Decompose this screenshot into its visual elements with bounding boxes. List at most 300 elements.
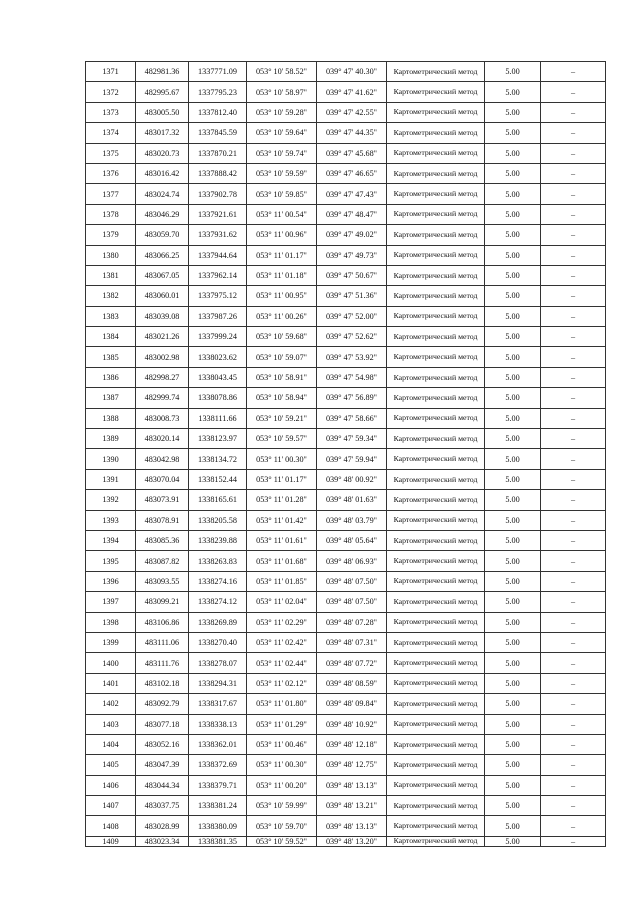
description-cell: – [541,530,606,550]
longitude-cell: 039° 47' 47.43" [317,184,387,204]
x-coordinate-cell: 483016.42 [136,163,189,183]
y-coordinate-cell: 1338043.45 [189,367,247,387]
y-coordinate-cell: 1338152.44 [189,469,247,489]
accuracy-cell: 5.00 [485,265,541,285]
y-coordinate-cell: 1338239.88 [189,530,247,550]
method-cell: Картометрический метод [387,510,485,530]
latitude-cell: 053° 10' 59.59" [247,163,317,183]
longitude-cell: 039° 48' 13.13" [317,775,387,795]
latitude-cell: 053° 11' 00.54" [247,204,317,224]
method-cell: Картометрический метод [387,102,485,122]
description-cell: – [541,429,606,449]
accuracy-cell: 5.00 [485,408,541,428]
table-row [86,632,606,652]
description-cell: – [541,694,606,714]
description-cell: – [541,510,606,530]
table-row [86,755,606,775]
accuracy-cell: 5.00 [485,327,541,347]
longitude-cell: 039° 47' 53.92" [317,347,387,367]
table-row [86,530,606,550]
description-cell: – [541,755,606,775]
longitude-cell: 039° 47' 45.68" [317,143,387,163]
y-coordinate-cell: 1337931.62 [189,225,247,245]
method-cell: Картометрический метод [387,306,485,326]
method-cell: Картометрический метод [387,327,485,347]
y-coordinate-cell: 1337771.09 [189,62,247,82]
y-coordinate-cell: 1337975.12 [189,286,247,306]
accuracy-cell: 5.00 [485,796,541,816]
description-cell: – [541,225,606,245]
point-number-cell: 1393 [86,510,136,530]
accuracy-cell: 5.00 [485,123,541,143]
description-cell: – [541,286,606,306]
point-number-cell: 1379 [86,225,136,245]
point-number-cell: 1392 [86,490,136,510]
method-cell: Картометрический метод [387,571,485,591]
table-row [86,286,606,306]
description-cell: – [541,347,606,367]
latitude-cell: 053° 11' 01.18" [247,265,317,285]
table-row [86,102,606,122]
description-cell: – [541,367,606,387]
table-row [86,571,606,591]
longitude-cell: 039° 48' 06.93" [317,551,387,571]
description-cell: – [541,388,606,408]
x-coordinate-cell: 483020.14 [136,429,189,449]
table-row [86,204,606,224]
x-coordinate-cell: 483067.05 [136,265,189,285]
y-coordinate-cell: 1338023.62 [189,347,247,367]
point-number-cell: 1380 [86,245,136,265]
x-coordinate-cell: 483085.36 [136,530,189,550]
y-coordinate-cell: 1338338.13 [189,714,247,734]
longitude-cell: 039° 47' 59.34" [317,429,387,449]
description-cell: – [541,592,606,612]
method-cell: Картометрический метод [387,286,485,306]
longitude-cell: 039° 47' 41.62" [317,82,387,102]
latitude-cell: 053° 10' 59.64" [247,123,317,143]
latitude-cell: 053° 11' 02.04" [247,592,317,612]
y-coordinate-cell: 1337999.24 [189,327,247,347]
point-number-cell: 1387 [86,388,136,408]
longitude-cell: 039° 48' 01.63" [317,490,387,510]
latitude-cell: 053° 10' 59.74" [247,143,317,163]
y-coordinate-cell: 1337812.40 [189,102,247,122]
description-cell: – [541,551,606,571]
latitude-cell: 053° 11' 01.29" [247,714,317,734]
table-row [86,714,606,734]
y-coordinate-cell: 1338380.09 [189,816,247,836]
description-cell: – [541,204,606,224]
method-cell: Картометрический метод [387,62,485,82]
x-coordinate-cell: 483106.86 [136,612,189,632]
x-coordinate-cell: 483102.18 [136,673,189,693]
accuracy-cell: 5.00 [485,571,541,591]
method-cell: Картометрический метод [387,551,485,571]
method-cell: Картометрический метод [387,530,485,550]
point-number-cell: 1375 [86,143,136,163]
accuracy-cell: 5.00 [485,204,541,224]
y-coordinate-cell: 1338269.89 [189,612,247,632]
longitude-cell: 039° 47' 50.67" [317,265,387,285]
x-coordinate-cell: 482999.74 [136,388,189,408]
x-coordinate-cell: 483092.79 [136,694,189,714]
method-cell: Картометрический метод [387,612,485,632]
latitude-cell: 053° 10' 59.52" [247,836,317,846]
y-coordinate-cell: 1338381.35 [189,836,247,846]
method-cell: Картометрический метод [387,123,485,143]
latitude-cell: 053° 11' 00.26" [247,306,317,326]
accuracy-cell: 5.00 [485,775,541,795]
longitude-cell: 039° 47' 52.62" [317,327,387,347]
point-number-cell: 1398 [86,612,136,632]
x-coordinate-cell: 483024.74 [136,184,189,204]
latitude-cell: 053° 10' 59.85" [247,184,317,204]
method-cell: Картометрический метод [387,469,485,489]
latitude-cell: 053° 10' 59.57" [247,429,317,449]
point-number-cell: 1374 [86,123,136,143]
point-number-cell: 1382 [86,286,136,306]
longitude-cell: 039° 47' 44.35" [317,123,387,143]
accuracy-cell: 5.00 [485,836,541,846]
longitude-cell: 039° 48' 07.28" [317,612,387,632]
accuracy-cell: 5.00 [485,632,541,652]
table-row [86,265,606,285]
longitude-cell: 039° 47' 52.00" [317,306,387,326]
longitude-cell: 039° 48' 09.84" [317,694,387,714]
x-coordinate-cell: 482998.27 [136,367,189,387]
method-cell: Картометрический метод [387,163,485,183]
latitude-cell: 053° 11' 02.42" [247,632,317,652]
latitude-cell: 053° 11' 02.12" [247,673,317,693]
method-cell: Картометрический метод [387,408,485,428]
x-coordinate-cell: 483060.01 [136,286,189,306]
description-cell: – [541,102,606,122]
method-cell: Картометрический метод [387,367,485,387]
point-number-cell: 1384 [86,327,136,347]
longitude-cell: 039° 48' 07.31" [317,632,387,652]
y-coordinate-cell: 1338205.58 [189,510,247,530]
longitude-cell: 039° 47' 51.36" [317,286,387,306]
point-number-cell: 1394 [86,530,136,550]
longitude-cell: 039° 48' 08.59" [317,673,387,693]
accuracy-cell: 5.00 [485,143,541,163]
y-coordinate-cell: 1338294.31 [189,673,247,693]
x-coordinate-cell: 483066.25 [136,245,189,265]
method-cell: Картометрический метод [387,490,485,510]
description-cell: – [541,245,606,265]
table-row [86,469,606,489]
x-coordinate-cell: 483073.91 [136,490,189,510]
x-coordinate-cell: 483099.21 [136,592,189,612]
point-number-cell: 1391 [86,469,136,489]
table-row [86,592,606,612]
y-coordinate-cell: 1338111.66 [189,408,247,428]
y-coordinate-cell: 1337987.26 [189,306,247,326]
description-cell: – [541,673,606,693]
accuracy-cell: 5.00 [485,530,541,550]
description-cell: – [541,490,606,510]
x-coordinate-cell: 482995.67 [136,82,189,102]
description-cell: – [541,632,606,652]
accuracy-cell: 5.00 [485,225,541,245]
latitude-cell: 053° 11' 00.30" [247,449,317,469]
longitude-cell: 039° 47' 58.66" [317,408,387,428]
longitude-cell: 039° 48' 13.21" [317,796,387,816]
latitude-cell: 053° 11' 01.85" [247,571,317,591]
latitude-cell: 053° 11' 00.95" [247,286,317,306]
y-coordinate-cell: 1337845.59 [189,123,247,143]
method-cell: Картометрический метод [387,796,485,816]
table-row [86,551,606,571]
y-coordinate-cell: 1337962.14 [189,265,247,285]
method-cell: Картометрический метод [387,347,485,367]
point-number-cell: 1397 [86,592,136,612]
latitude-cell: 053° 10' 58.52" [247,62,317,82]
table-row [86,449,606,469]
longitude-cell: 039° 47' 54.98" [317,367,387,387]
method-cell: Картометрический метод [387,204,485,224]
longitude-cell: 039° 48' 13.13" [317,816,387,836]
longitude-cell: 039° 47' 49.02" [317,225,387,245]
table-row [86,388,606,408]
longitude-cell: 039° 47' 48.47" [317,204,387,224]
method-cell: Картометрический метод [387,225,485,245]
accuracy-cell: 5.00 [485,102,541,122]
description-cell: – [541,82,606,102]
latitude-cell: 053° 10' 58.91" [247,367,317,387]
x-coordinate-cell: 483037.75 [136,796,189,816]
latitude-cell: 053° 11' 01.80" [247,694,317,714]
longitude-cell: 039° 47' 56.89" [317,388,387,408]
x-coordinate-cell: 483008.73 [136,408,189,428]
accuracy-cell: 5.00 [485,286,541,306]
latitude-cell: 053° 10' 59.68" [247,327,317,347]
x-coordinate-cell: 483059.70 [136,225,189,245]
method-cell: Картометрический метод [387,653,485,673]
accuracy-cell: 5.00 [485,694,541,714]
table-row [86,367,606,387]
table-row [86,694,606,714]
point-number-cell: 1406 [86,775,136,795]
method-cell: Картометрический метод [387,82,485,102]
longitude-cell: 039° 47' 46.65" [317,163,387,183]
accuracy-cell: 5.00 [485,429,541,449]
latitude-cell: 053° 10' 59.99" [247,796,317,816]
description-cell: – [541,796,606,816]
longitude-cell: 039° 48' 12.75" [317,755,387,775]
point-number-cell: 1385 [86,347,136,367]
y-coordinate-cell: 1338379.71 [189,775,247,795]
accuracy-cell: 5.00 [485,592,541,612]
accuracy-cell: 5.00 [485,449,541,469]
x-coordinate-cell: 483052.16 [136,734,189,754]
method-cell: Картометрический метод [387,632,485,652]
coordinates-table-body [86,62,606,847]
point-number-cell: 1371 [86,62,136,82]
description-cell: – [541,408,606,428]
method-cell: Картометрический метод [387,714,485,734]
accuracy-cell: 5.00 [485,551,541,571]
x-coordinate-cell: 483077.18 [136,714,189,734]
table-row [86,734,606,754]
accuracy-cell: 5.00 [485,490,541,510]
longitude-cell: 039° 48' 07.50" [317,571,387,591]
longitude-cell: 039° 47' 40.30" [317,62,387,82]
accuracy-cell: 5.00 [485,62,541,82]
description-cell: – [541,612,606,632]
table-row [86,836,606,846]
description-cell: – [541,836,606,846]
description-cell: – [541,163,606,183]
table-row [86,612,606,632]
point-number-cell: 1405 [86,755,136,775]
method-cell: Картометрический метод [387,755,485,775]
table-row [86,123,606,143]
x-coordinate-cell: 483078.91 [136,510,189,530]
x-coordinate-cell: 483046.29 [136,204,189,224]
point-number-cell: 1400 [86,653,136,673]
x-coordinate-cell: 483093.55 [136,571,189,591]
latitude-cell: 053° 11' 01.17" [247,245,317,265]
table-row [86,143,606,163]
point-number-cell: 1409 [86,836,136,846]
x-coordinate-cell: 483111.06 [136,632,189,652]
longitude-cell: 039° 48' 07.50" [317,592,387,612]
description-cell: – [541,306,606,326]
description-cell: – [541,571,606,591]
point-number-cell: 1388 [86,408,136,428]
x-coordinate-cell: 483042.98 [136,449,189,469]
latitude-cell: 053° 11' 01.17" [247,469,317,489]
accuracy-cell: 5.00 [485,347,541,367]
point-number-cell: 1401 [86,673,136,693]
longitude-cell: 039° 48' 12.18" [317,734,387,754]
accuracy-cell: 5.00 [485,510,541,530]
longitude-cell: 039° 48' 05.64" [317,530,387,550]
method-cell: Картометрический метод [387,592,485,612]
accuracy-cell: 5.00 [485,469,541,489]
point-number-cell: 1373 [86,102,136,122]
latitude-cell: 053° 10' 59.21" [247,408,317,428]
accuracy-cell: 5.00 [485,816,541,836]
latitude-cell: 053° 10' 58.94" [247,388,317,408]
description-cell: – [541,714,606,734]
x-coordinate-cell: 483087.82 [136,551,189,571]
description-cell: – [541,816,606,836]
accuracy-cell: 5.00 [485,245,541,265]
coordinates-document-page [85,61,605,847]
latitude-cell: 053° 10' 59.70" [247,816,317,836]
latitude-cell: 053° 11' 00.96" [247,225,317,245]
x-coordinate-cell: 483002.98 [136,347,189,367]
accuracy-cell: 5.00 [485,755,541,775]
latitude-cell: 053° 10' 59.07" [247,347,317,367]
x-coordinate-cell: 483005.50 [136,102,189,122]
latitude-cell: 053° 11' 01.42" [247,510,317,530]
y-coordinate-cell: 1338381.24 [189,796,247,816]
description-cell: – [541,734,606,754]
x-coordinate-cell: 483017.32 [136,123,189,143]
latitude-cell: 053° 11' 00.30" [247,755,317,775]
latitude-cell: 053° 10' 58.97" [247,82,317,102]
x-coordinate-cell: 483111.76 [136,653,189,673]
longitude-cell: 039° 48' 10.92" [317,714,387,734]
point-number-cell: 1395 [86,551,136,571]
table-row [86,429,606,449]
table-row [86,408,606,428]
table-row [86,306,606,326]
table-row [86,82,606,102]
method-cell: Картометрический метод [387,449,485,469]
accuracy-cell: 5.00 [485,734,541,754]
table-row [86,184,606,204]
y-coordinate-cell: 1338165.61 [189,490,247,510]
point-number-cell: 1408 [86,816,136,836]
description-cell: – [541,469,606,489]
point-number-cell: 1403 [86,714,136,734]
longitude-cell: 039° 48' 07.72" [317,653,387,673]
point-number-cell: 1376 [86,163,136,183]
y-coordinate-cell: 1338134.72 [189,449,247,469]
x-coordinate-cell: 483070.04 [136,469,189,489]
method-cell: Картометрический метод [387,836,485,846]
point-number-cell: 1381 [86,265,136,285]
y-coordinate-cell: 1338078.86 [189,388,247,408]
coordinates-table [85,61,606,847]
latitude-cell: 053° 11' 01.61" [247,530,317,550]
longitude-cell: 039° 48' 00.92" [317,469,387,489]
accuracy-cell: 5.00 [485,612,541,632]
x-coordinate-cell: 483039.08 [136,306,189,326]
method-cell: Картометрический метод [387,734,485,754]
latitude-cell: 053° 11' 00.20" [247,775,317,795]
point-number-cell: 1386 [86,367,136,387]
method-cell: Картометрический метод [387,694,485,714]
table-row [86,673,606,693]
table-row [86,62,606,82]
table-row [86,490,606,510]
latitude-cell: 053° 10' 59.28" [247,102,317,122]
point-number-cell: 1389 [86,429,136,449]
accuracy-cell: 5.00 [485,306,541,326]
description-cell: – [541,123,606,143]
y-coordinate-cell: 1338372.69 [189,755,247,775]
point-number-cell: 1404 [86,734,136,754]
point-number-cell: 1396 [86,571,136,591]
method-cell: Картометрический метод [387,388,485,408]
latitude-cell: 053° 11' 01.68" [247,551,317,571]
latitude-cell: 053° 11' 00.46" [247,734,317,754]
y-coordinate-cell: 1337921.61 [189,204,247,224]
accuracy-cell: 5.00 [485,388,541,408]
table-row [86,327,606,347]
x-coordinate-cell: 483047.39 [136,755,189,775]
longitude-cell: 039° 48' 13.20" [317,836,387,846]
y-coordinate-cell: 1337944.64 [189,245,247,265]
y-coordinate-cell: 1337902.78 [189,184,247,204]
description-cell: – [541,327,606,347]
longitude-cell: 039° 47' 59.94" [317,449,387,469]
description-cell: – [541,184,606,204]
table-row [86,163,606,183]
description-cell: – [541,449,606,469]
y-coordinate-cell: 1338263.83 [189,551,247,571]
x-coordinate-cell: 483021.26 [136,327,189,347]
method-cell: Картометрический метод [387,265,485,285]
x-coordinate-cell: 483023.34 [136,836,189,846]
y-coordinate-cell: 1337870.21 [189,143,247,163]
